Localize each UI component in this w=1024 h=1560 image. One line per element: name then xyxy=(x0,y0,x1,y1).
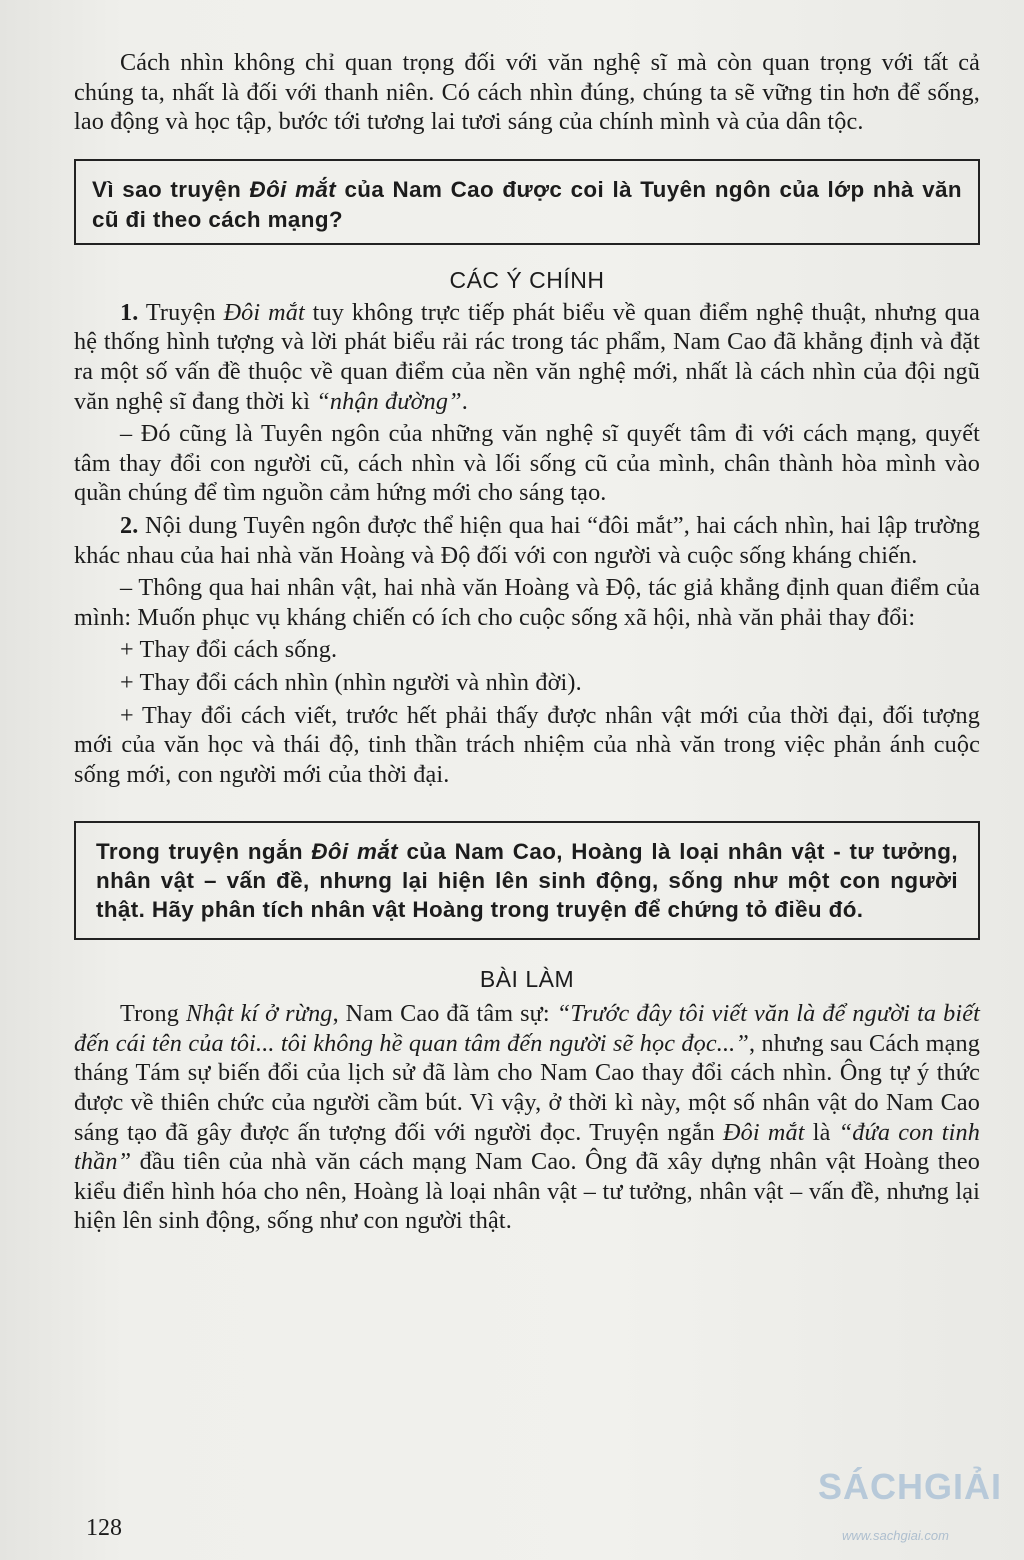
question-box-1 xyxy=(74,159,980,245)
watermark-logo: SÁCHGIẢI xyxy=(818,1466,1003,1507)
section-heading-essay: BÀI LÀM xyxy=(479,966,575,993)
point-2-dash-paragraph: – Thông qua hai nhân vật, hai nhà văn Hoàng và Độ, tác giả khẳng định quan điểm của mình: Muốn phục vụ kháng chiến có ích cho cuộc sống xã hội, nhà văn phải thay đổi: xyxy=(74,574,980,631)
work-title: Đôi mắt xyxy=(249,176,337,202)
essay-paragraph: Trong Nhật kí ở rừng, Nam Cao đã tâm sự: “Trước đây tôi viết văn là để người ta biết đến cái tên của tôi... tôi không hề quan tâm đến người sẽ học đọc...”, nhưng sau Cách mạng tháng Tám sự biến đổi của lịch sử đã làm cho Nam Cao thay đổi cách nhìn. Ông tự ý thức được về thiên chức của người cầm bút. Vì vậy, ở thời kì này, một số nhân vật do Nam Cao sáng tạo đã gây được ấn tượng đối với người đọc. Truyện ngắn Đôi mắt là “đứa con tinh thần” đầu tiên của nhà văn cách mạng Nam Cao. Ông đã xây dựng nhân vật Hoàng theo kiểu điển hình hóa cho nên, Hoàng là loại nhân vật – tư tưởng, nhân vật – vấn đề, nhưng lại hiện lên sinh động, sống như con người thật. xyxy=(74,1000,980,1235)
intro-paragraph: Cách nhìn không chỉ quan trọng đối với văn nghệ sĩ mà còn quan trọng với tất cả chúng ta, nhất là đối với thanh niên. Có cách nhìn đúng, chúng ta sẽ vững tin hơn để sống, lao động và học tập, bước tới tương lai tươi sáng của chính mình và của dân tộc. xyxy=(74,49,980,136)
bullet-item: + Thay đổi cách nhìn (nhìn người và nhìn đời). xyxy=(120,668,582,696)
point-1-dash-paragraph: – Đó cũng là Tuyên ngôn của những văn nghệ sĩ quyết tâm đi với cách mạng, quyết tâm thay đổi con người cũ, cách nhìn và lối sống cũ của mình, chân thành hòa mình vào quần chúng để tìm nguồn cảm hứng mới cho sáng tạo. xyxy=(74,420,980,507)
section-heading-main-points: CÁC Ý CHÍNH xyxy=(449,266,605,293)
question-box-2 xyxy=(74,821,980,940)
page-number: 128 xyxy=(86,1515,122,1541)
page-content xyxy=(74,48,980,1236)
point-2-paragraph: 2. Nội dung Tuyên ngôn được thể hiện qua hai “đôi mắt”, hai cách nhìn, hai lập trường khác nhau của hai nhà văn Hoàng và Độ đối với con người và cuộc sống kháng chiến. xyxy=(74,511,980,569)
watermark xyxy=(818,1466,1024,1560)
point-1-paragraph: 1. Truyện Đôi mắt tuy không trực tiếp phát biểu về quan điểm nghệ thuật, nhưng qua hệ thống hình tượng và lời phát biểu rải rác trong tác phẩm, Nam Cao đã khẳng định và đặt ra một số vấn đề thuộc về quan điểm của nền văn nghệ mới, nhất là cách nhìn của đội ngũ văn nghệ sĩ đang thời kì “nhận đường”. xyxy=(74,298,980,415)
bullet-item: + Thay đổi cách sống. xyxy=(120,636,338,664)
watermark-url: www.sachgiai.com xyxy=(842,1528,949,1543)
question-1-text: Vì sao truyện Đôi mắt của Nam Cao được coi là Tuyên ngôn của lớp nhà văn cũ đi theo cách mạng? xyxy=(92,176,962,232)
question-2-text: Trong truyện ngắn Đôi mắt của Nam Cao, Hoàng là loại nhân vật - tư tưởng, nhân vật – vấn đề, nhưng lại hiện lên sinh động, sống như một con người thật. Hãy phân tích nhân vật Hoàng trong truyện để chứng tỏ điều đó. xyxy=(96,839,959,923)
work-title: Đôi mắt xyxy=(311,839,399,865)
bullet-item: + Thay đổi cách viết, trước hết phải thấy được nhân vật mới của thời đại, đối tượng mới của văn học và thái độ, tinh thần trách nhiệm của nhà văn trong việc phản ánh cuộc sống mới, con người mới của thời đại. xyxy=(74,701,980,788)
